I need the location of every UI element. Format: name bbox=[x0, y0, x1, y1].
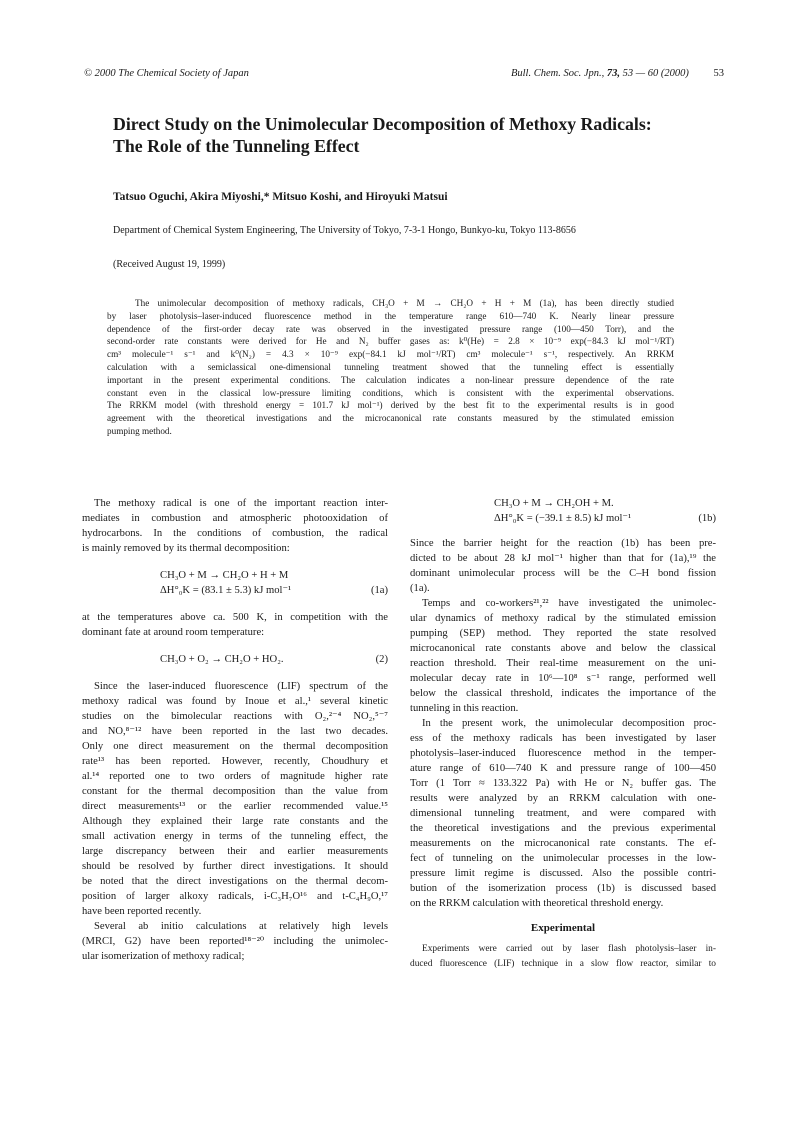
received-date: (Received August 19, 1999) bbox=[113, 259, 226, 270]
body-line: Since the laser-induced fluorescence (LIF) spectrum of the bbox=[94, 681, 388, 692]
body-line: at the temperatures above ca. 500 K, in competition with the bbox=[82, 612, 388, 623]
body-line: ular isomerization of methoxy radical; bbox=[82, 951, 245, 962]
body-line: pressure limit regime is discussed. Also the possible contri- bbox=[410, 868, 716, 879]
abstract-line: by laser photolysis–laser-induced fluorescence method in the temperature range 610—740 K. Nearly linear pressure bbox=[107, 310, 674, 321]
equation-1b-enthalpy bbox=[410, 511, 716, 526]
body-line: (1a). bbox=[410, 583, 430, 594]
equation-reaction: CH₃O + M → CH₂O + H + M bbox=[160, 570, 289, 581]
body-line: (MRCI, G2) have been reported¹⁸⁻²⁰ including the unimolec- bbox=[82, 936, 388, 947]
body-line: fect of tunneling on the unimolecular processes in the low- bbox=[410, 853, 716, 864]
body-line: tunneling in this reaction. bbox=[410, 703, 519, 714]
equation-1a-enthalpy bbox=[82, 583, 388, 598]
body-line: ular dynamics of methoxy radical by the stimulated emission bbox=[410, 613, 716, 624]
journal-name: Bull. Chem. Soc. Jpn., bbox=[510, 68, 605, 79]
body-line: ature range of 610—740 K and pressure range of 100—450 bbox=[410, 763, 716, 774]
body-line: dominant unimolecular process will be the C–H bond fission bbox=[410, 568, 716, 579]
journal-citation bbox=[511, 68, 724, 79]
journal-pages: 53 — 60 (2000) bbox=[622, 68, 689, 79]
body-line: constant for the thermal decomposition than the value from bbox=[82, 786, 388, 797]
body-line: molecular decay rate in 10⁶—10⁸ s⁻¹ range, performed well bbox=[410, 673, 716, 684]
title-line-2: The Role of the Tunneling Effect bbox=[113, 136, 360, 156]
equation-label: (2) bbox=[375, 654, 388, 665]
body-line: methoxy radical was found by Inoue et al.,¹ several kinetic bbox=[82, 696, 388, 707]
body-line: The methoxy radical is one of the important reaction inter- bbox=[94, 498, 388, 509]
body-line: results were analyzed by an RRKM calculation with one- bbox=[410, 793, 716, 804]
body-line: Only one direct measurement on the thermal decomposition bbox=[82, 741, 388, 752]
body-line: ess of the methoxy radicals has been investigated by laser bbox=[410, 733, 716, 744]
body-line: large discrepancy between their and earlier measurements bbox=[82, 846, 388, 857]
body-line: pumping (SEP) method. They reported the state resolved bbox=[410, 628, 716, 639]
equation-1b bbox=[410, 496, 716, 511]
abstract-line: The unimolecular decomposition of methoxy radicals, CH₃O + M → CH₂O + H + M (1a), has been directly studied bbox=[135, 298, 674, 308]
body-line: have been reported recently. bbox=[82, 906, 202, 917]
body-line: rate¹³ has been reported. However, recently, Choudhury et bbox=[82, 756, 388, 767]
body-line: is mainly removed by its thermal decomposition: bbox=[82, 543, 290, 554]
body-line: Although they explained their large rate constants and the bbox=[82, 816, 388, 827]
equation-reaction: CH₃O + M → CH₂OH + M. bbox=[494, 498, 614, 509]
title-line-1: Direct Study on the Unimolecular Decomposition of Methoxy Radicals: bbox=[113, 114, 652, 134]
body-line: photolysis–laser-induced fluorescence method in the temper- bbox=[410, 748, 716, 759]
body-line: studies on the bimolecular reactions with O₂,²⁻⁴ NO₂,⁵⁻⁷ bbox=[82, 711, 388, 722]
body-line: duced fluorescence (LIF) technique in a slow flow reactor, similar to bbox=[410, 959, 716, 969]
equation-1a bbox=[82, 568, 388, 583]
body-line: dicted to be about 28 kJ mol⁻¹ higher than that for (1a),¹⁹ the bbox=[410, 553, 716, 564]
equation-reaction: CH₃O + O₂ → CH₂O + HO₂. bbox=[160, 654, 284, 665]
equation-label: (1b) bbox=[698, 513, 716, 524]
abstract-line: important in the present experimental conditions. The calculation indicates a non-linear pressure dependence of the rate bbox=[107, 374, 674, 385]
body-line: small activation energy in terms of the tunneling effect, the bbox=[82, 831, 388, 842]
body-line: direct measurements¹³ or the earlier recommended value.¹⁵ bbox=[82, 801, 388, 812]
journal-volume: 73, bbox=[606, 68, 621, 79]
body-line: Several ab initio calculations at relatively high levels bbox=[94, 921, 388, 932]
body-line: position of larger alkoxy radicals, i-C₃H₇O¹⁶ and t-C₄H₉O,¹⁷ bbox=[82, 891, 388, 902]
body-line: dimensional tunneling treatment, and were compared with bbox=[410, 808, 716, 819]
running-head bbox=[84, 68, 724, 84]
affiliation: Department of Chemical System Engineering, The University of Tokyo, 7-3-1 Hongo, Bunkyo-ku, Tokyo 113-8656 bbox=[113, 225, 576, 236]
body-line: should be resolved by further direct investigations. It should bbox=[82, 861, 388, 872]
body-line: Experiments were carried out by laser flash photolysis–laser in- bbox=[422, 944, 716, 954]
abstract-line: pumping method. bbox=[107, 425, 172, 436]
abstract-line: The RRKM model (with threshold energy = 101.7 kJ mol⁻¹) derived by the best fit to the experimental results is in good bbox=[107, 400, 674, 411]
body-line: be noted that the direct investigations on the thermal decom- bbox=[82, 876, 388, 887]
body-line: In the present work, the unimolecular decomposition proc- bbox=[422, 718, 716, 729]
paper-title bbox=[113, 113, 713, 157]
equation-enthalpy: ΔH°₀K = (83.1 ± 5.3) kJ mol⁻¹ bbox=[160, 585, 292, 596]
body-line: dominant fate at around room temperature: bbox=[82, 627, 265, 638]
body-line: below the classical threshold, indicates the importance of the bbox=[410, 688, 716, 699]
abstract-line: calculation with a semiclassical one-dimensional tunneling treatment showed that the tunneling effect is essentially bbox=[107, 361, 674, 372]
body-line: al.¹⁴ reported one to two orders of magnitude higher rate bbox=[82, 771, 388, 782]
body-line: microcanonical rate constants above and below the classical bbox=[410, 643, 716, 654]
abstract-line: agreement with the theoretical investigations and the microcanonical rate constants measured by the stimulated emission bbox=[107, 413, 674, 424]
right-column bbox=[410, 496, 716, 972]
body-line: measurements on the microcanonical rate constants. The ef- bbox=[410, 838, 716, 849]
page-number: 53 bbox=[713, 68, 724, 79]
abstract bbox=[107, 297, 674, 438]
abstract-line: cm³ molecule⁻¹ s⁻¹ and k⁰(N₂) = 4.3 × 10⁻⁹ exp(−84.1 kJ mol⁻¹/RT) cm³ molecule⁻¹ s⁻¹, respectively. An RRKM bbox=[107, 349, 674, 360]
equation-2 bbox=[82, 652, 388, 667]
body-line: reaction threshold. Their real-time measurement on the uni- bbox=[410, 658, 716, 669]
body-line: on the RRKM calculation with theoretical threshold energy. bbox=[410, 898, 664, 909]
body-line: Since the barrier height for the reaction (1b) has been pre- bbox=[410, 538, 716, 549]
body-line: hydrocarbons. In the conditions of combustion, the radical bbox=[82, 528, 388, 539]
author-list: Tatsuo Oguchi, Akira Miyoshi,* Mitsuo Koshi, and Hiroyuki Matsui bbox=[113, 191, 448, 203]
abstract-line: dependence of the first-order decay rate was observed in the investigated pressure range (100—450 Torr), and the bbox=[107, 323, 674, 334]
body-line: Temps and co-workers²¹,²² have investigated the unimolec- bbox=[422, 598, 716, 609]
abstract-line: constant even in the classical low-pressure limiting conditions, which is consistent with the experimental observations. bbox=[107, 387, 674, 398]
body-line: and NO,⁸⁻¹² have been reported in the last two decades. bbox=[82, 726, 388, 737]
body-line: the theoretical investigations and the previous experimental bbox=[410, 823, 716, 834]
body-line: bution of the isomerization process (1b) is discussed based bbox=[410, 883, 716, 894]
body-line: Torr (1 Torr ≈ 133.322 Pa) with He or N₂ buffer gas. The bbox=[410, 778, 716, 789]
body-line: mediates in combustion and atmospheric photooxidation of bbox=[82, 513, 388, 524]
equation-label: (1a) bbox=[370, 585, 388, 596]
equation-enthalpy: ΔH°₀K = (−39.1 ± 8.5) kJ mol⁻¹ bbox=[494, 513, 632, 524]
left-column bbox=[82, 496, 388, 964]
abstract-line: second-order rate constants were derived for He and N₂ buffer gases as: k⁰(He) = 2.8 × 10⁻⁹ exp(−84.3 kJ mol⁻¹/RT) bbox=[107, 336, 674, 347]
section-heading: Experimental bbox=[530, 922, 596, 934]
copyright-line: © 2000 The Chemical Society of Japan bbox=[84, 68, 249, 79]
